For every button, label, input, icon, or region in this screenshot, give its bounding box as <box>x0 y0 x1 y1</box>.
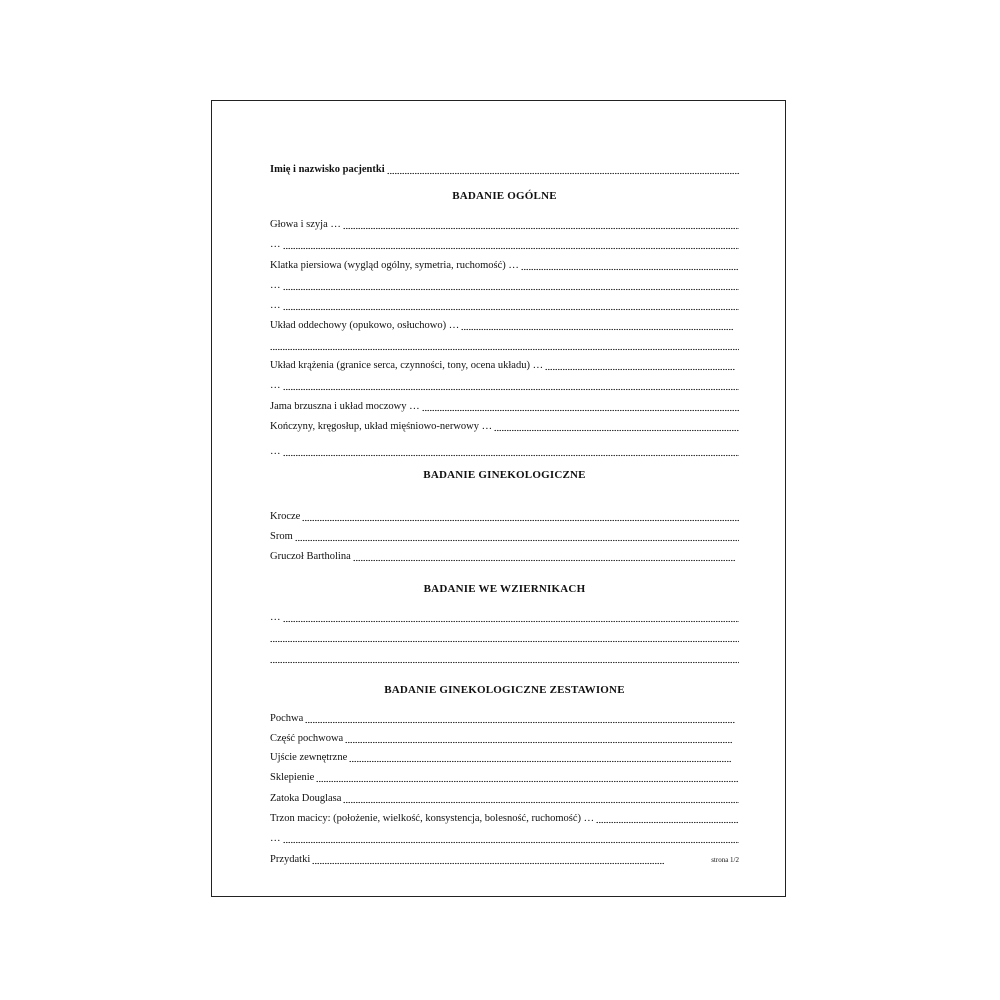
continuation-line[interactable] <box>283 279 740 291</box>
uterus-body-line[interactable] <box>596 812 739 824</box>
perineum-label: Krocze <box>270 511 301 522</box>
bartholin-label: Gruczoł Bartholina <box>270 551 351 562</box>
external-os-field[interactable] <box>270 750 732 764</box>
circulatory-continuation[interactable] <box>270 378 739 392</box>
adnexa-label: Przydatki <box>270 854 311 865</box>
vagina-line[interactable] <box>305 712 735 724</box>
uterus-body-continuation[interactable] <box>270 831 739 845</box>
continuation-line[interactable] <box>270 631 739 643</box>
general-exam-heading: BADANIE OGÓLNE <box>452 190 557 202</box>
continuation-line[interactable] <box>283 238 740 250</box>
perineum-field[interactable] <box>270 509 739 523</box>
head-neck-continuation[interactable] <box>270 237 739 251</box>
continuation-mark: … <box>270 833 281 844</box>
limbs-continuation[interactable] <box>270 444 739 458</box>
abdomen-label: Jama brzuszna i układ moczowy … <box>270 401 420 412</box>
circulatory-line[interactable] <box>545 359 735 371</box>
adnexa-field[interactable] <box>270 852 665 866</box>
head-neck-label: Głowa i szyja … <box>270 219 341 230</box>
continuation-mark: … <box>270 300 281 311</box>
vaginal-part-field[interactable] <box>270 731 733 745</box>
abdomen-line[interactable] <box>422 400 739 412</box>
speculum-line-1[interactable] <box>270 610 739 624</box>
vulva-field[interactable] <box>270 529 739 543</box>
continuation-line[interactable] <box>283 445 740 457</box>
fornix-line[interactable] <box>316 771 739 783</box>
continuation-mark: … <box>270 280 281 291</box>
adnexa-line[interactable] <box>312 853 665 865</box>
douglas-line[interactable] <box>343 792 739 804</box>
combined-exam-heading: BADANIE GINEKOLOGICZNE ZESTAWIONE <box>384 684 625 696</box>
continuation-line[interactable] <box>270 652 739 664</box>
continuation-line[interactable] <box>283 832 740 844</box>
continuation-mark: … <box>270 380 281 391</box>
abdomen-field[interactable] <box>270 399 739 413</box>
page-number: strona 1/2 <box>711 856 739 864</box>
continuation-line[interactable] <box>283 379 740 391</box>
respiratory-label: Układ oddechowy (opukowo, osłuchowo) … <box>270 320 460 331</box>
chest-field[interactable] <box>270 258 739 272</box>
perineum-line[interactable] <box>302 510 739 522</box>
uterus-body-field[interactable] <box>270 811 739 825</box>
uterus-body-label: Trzon macicy: (położenie, wielkość, konsystencja, bolesność, ruchomość) … <box>270 813 595 824</box>
speculum-exam-heading: BADANIE WE WZIERNIKACH <box>423 583 586 595</box>
gynecological-exam-heading: BADANIE GINEKOLOGICZNE <box>423 469 586 481</box>
douglas-label: Zatoka Douglasa <box>270 793 342 804</box>
head-neck-field[interactable] <box>270 217 739 231</box>
bartholin-line[interactable] <box>353 550 736 562</box>
vaginal-part-label: Część pochwowa <box>270 733 344 744</box>
continuation-line[interactable] <box>270 339 739 351</box>
speculum-line-3[interactable] <box>270 651 739 665</box>
chest-line[interactable] <box>521 259 739 271</box>
chest-continuation-2[interactable] <box>270 298 739 312</box>
patient-name-label: Imię i nazwisko pacjentki <box>270 164 385 175</box>
chest-label: Klatka piersiowa (wygląd ogólny, symetria, ruchomość) … <box>270 260 519 271</box>
continuation-line[interactable] <box>283 611 740 623</box>
patient-name-line[interactable] <box>387 163 739 175</box>
vagina-field[interactable] <box>270 711 735 725</box>
continuation-line[interactable] <box>283 299 740 311</box>
limbs-line[interactable] <box>494 420 739 432</box>
limbs-field[interactable] <box>270 419 739 433</box>
circulatory-label: Układ krążenia (granice serca, czynności, tony, ocena układu) … <box>270 360 544 371</box>
chest-continuation-1[interactable] <box>270 278 739 292</box>
respiratory-field[interactable] <box>270 318 733 332</box>
form-page <box>211 100 786 897</box>
speculum-line-2[interactable] <box>270 630 739 644</box>
external-os-label: Ujście zewnętrzne <box>270 752 348 763</box>
continuation-mark: … <box>270 612 281 623</box>
bartholin-field[interactable] <box>270 549 736 563</box>
limbs-label: Kończyny, kręgosłup, układ mięśniowo-nerwowy … <box>270 421 493 432</box>
respiratory-continuation[interactable] <box>270 338 739 352</box>
vagina-label: Pochwa <box>270 713 304 724</box>
continuation-mark: … <box>270 446 281 457</box>
vaginal-part-line[interactable] <box>345 732 733 744</box>
external-os-line[interactable] <box>349 751 732 763</box>
respiratory-line[interactable] <box>461 319 733 331</box>
continuation-mark: … <box>270 239 281 250</box>
fornix-field[interactable] <box>270 770 739 784</box>
circulatory-field[interactable] <box>270 358 735 372</box>
vulva-label: Srom <box>270 531 293 542</box>
patient-name-field[interactable] <box>270 162 739 176</box>
head-neck-line[interactable] <box>343 218 739 230</box>
vulva-line[interactable] <box>295 530 739 542</box>
fornix-label: Sklepienie <box>270 772 315 783</box>
douglas-field[interactable] <box>270 791 739 805</box>
